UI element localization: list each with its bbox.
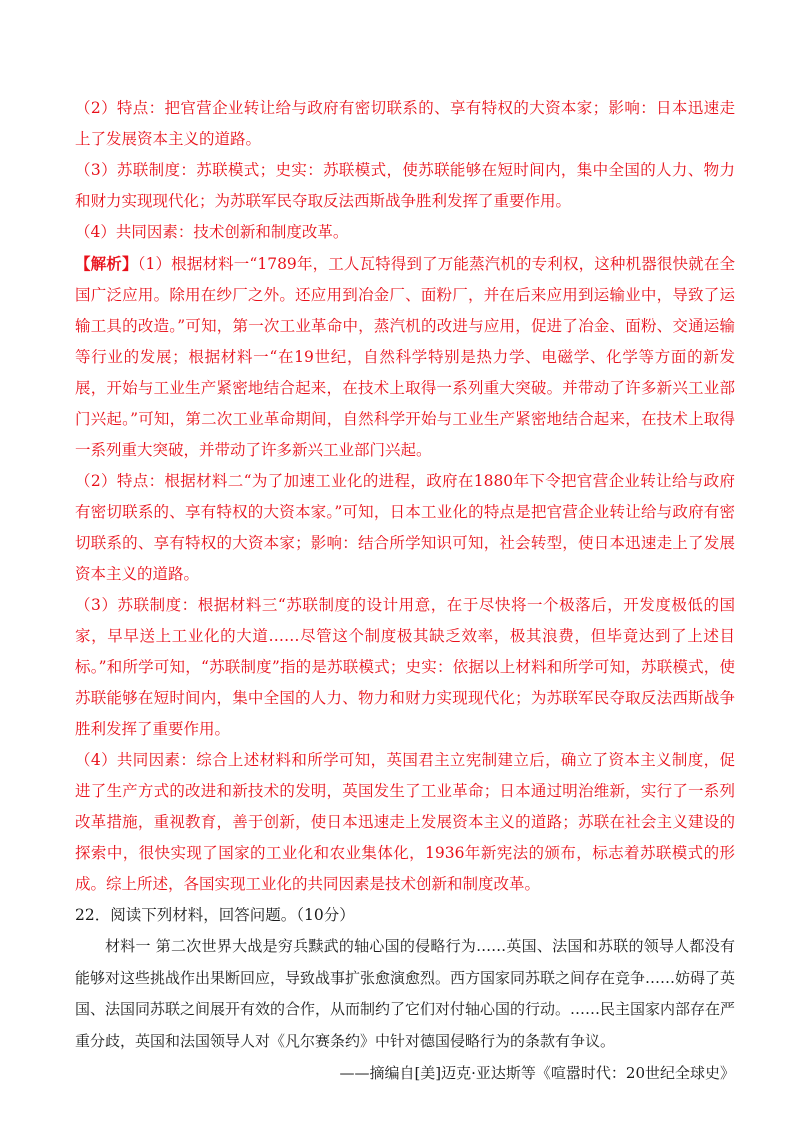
analysis-part-1 [75,248,735,466]
analysis-label: 【解析】 [75,254,138,273]
question-22-title: 22．阅读下列材料，回答问题。（10分） [75,906,355,924]
material-1: 材料一 第二次世界大战是穷兵黩武的轴心国的侵略行为……英国、法国和苏联的领导人都没有能够对这些挑战作出果断回应，导致战事扩张愈演愈烈。西方国家同苏联之间存在竞争……妨碍了英国、法国同苏联之间展开有效的合作，从而制约了它们对付轴心国的行动。……民主国家内部存在严重分歧，英国和法国领导人对《凡尔赛条约》中针对德国侵略行为的条款有争议。 [75,937,736,1050]
material-source: ——摘编自[美]迈克·亚达斯等《喧嚣时代：20世纪全球史》 [339,1064,735,1082]
analysis-part-2: （2）特点：根据材料二“为了加速工业化的进程，政府在1880年下令把官营企业转让给与政府有密切联系的、享有特权的大资本家。”可知，日本工业化的特点是把官营企业转让给与政府有密切联系的、享有特权的大资本家；影响：结合所学知识可知，社会转型，使日本迅速走上了发展资本主义的道路。 [75,472,735,583]
answer-2: （2）特点：把官营企业转让给与政府有密切联系的、享有特权的大资本家；影响：日本迅速走上了发展资本主义的道路。 [75,99,735,148]
document-page [75,93,735,1089]
analysis-part-1-text: （1）根据材料一“1789年，工人瓦特得到了万能蒸汽机的专利权，这种机器很快就在全国广泛应用。除用在纱厂之外。还应用到冶金厂、面粉厂，并在后来应用到运输业中，导致了运输工具的改造。”可知，第一次工业革命中，蒸汽机的改进与应用，促进了冶金、面粉、交通运输等行业的发展；根据材料一“在19世纪，自然科学特别是热力学、电磁学、化学等方面的新发展，开始与工业生产紧密地结合起来，在技术上取得一系列重大突破。并带动了许多新兴工业部门兴起。”可知，第二次工业革命期间，自然科学开始与工业生产紧密地结合起来，在技术上取得一系列重大突破，并带动了许多新兴工业部门兴起。 [75,255,735,459]
analysis-part-4: （4）共同因素：综合上述材料和所学可知，英国君主立宪制建立后，确立了资本主义制度，促进了生产方式的改进和新技术的发明，英国发生了工业革命；日本通过明治维新，实行了一系列改革措施，重视教育，善于创新，使日本迅速走上发展资本主义的道路；苏联在社会主义建设的探索中，很快实现了国家的工业化和农业集体化，1936年新宪法的颁布，标志着苏联模式的形成。综上所述，各国实现工业化的共同因素是技术创新和制度改革。 [75,751,735,893]
answer-4: （4）共同因素：技术创新和制度改革。 [75,223,349,241]
answer-3: （3）苏联制度：苏联模式；史实：苏联模式，使苏联能够在短时间内，集中全国的人力、物力和财力实现现代化；为苏联军民夺取反法西斯战争胜利发挥了重要作用。 [75,161,735,210]
analysis-part-3: （3）苏联制度：根据材料三“苏联制度的设计用意，在于尽快将一个极落后，开发度极低的国家，早早送上工业化的大道……尽管这个制度极其缺乏效率，极其浪费，但毕竟达到了上述目标。”和所学可知，“苏联制度”指的是苏联模式；史实：依据以上材料和所学可知，苏联模式，使苏联能够在短时间内，集中全国的人力、物力和财力实现现代化；为苏联军民夺取反法西斯战争胜利发挥了重要作用。 [75,596,735,738]
